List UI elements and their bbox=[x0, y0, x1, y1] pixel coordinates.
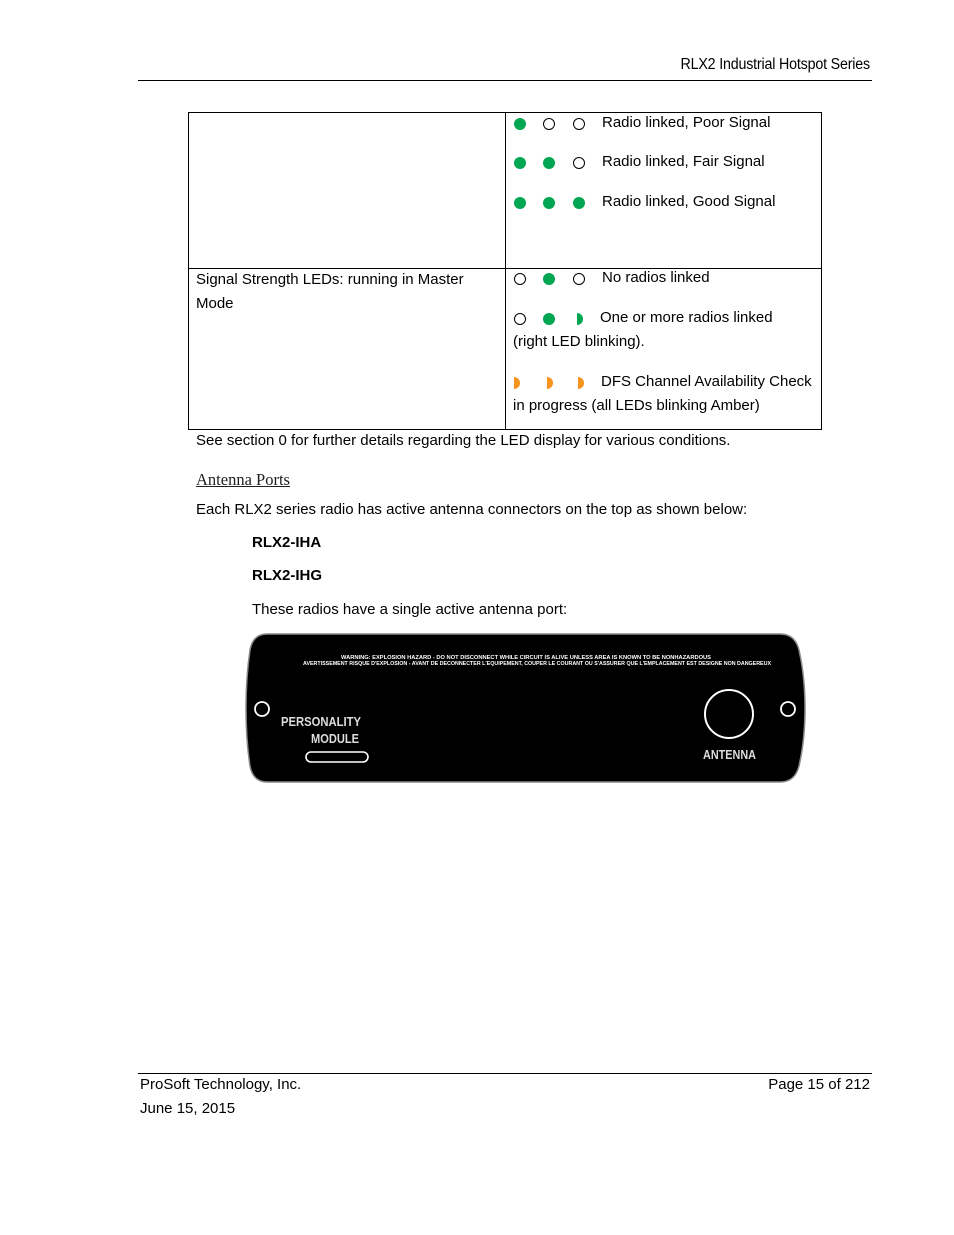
cell-label-line: Signal Strength LEDs: running in Master bbox=[196, 271, 464, 288]
led-description: DFS Channel Availability Check bbox=[601, 373, 812, 390]
page-number: Page 15 of 212 bbox=[768, 1076, 870, 1093]
table-column-divider bbox=[505, 113, 506, 429]
section-intro: Each RLX2 series radio has active antenna connectors on the top as shown below: bbox=[196, 501, 748, 518]
led-on-icon bbox=[514, 157, 526, 169]
led-on-icon bbox=[514, 197, 526, 209]
model-name: RLX2-IHA bbox=[252, 534, 322, 551]
table-row bbox=[514, 152, 814, 174]
led-off-icon bbox=[514, 313, 526, 325]
led-on-icon bbox=[573, 197, 585, 209]
led-blinking-amber-icon bbox=[547, 377, 553, 389]
table-row bbox=[514, 192, 814, 214]
table-cell-label bbox=[196, 268, 496, 316]
table-row bbox=[514, 372, 814, 394]
model-name: RLX2-IHG bbox=[252, 567, 323, 584]
led-off-icon bbox=[543, 118, 555, 130]
led-off-icon bbox=[514, 273, 526, 285]
led-off-icon bbox=[573, 157, 585, 169]
led-on-icon bbox=[543, 313, 555, 325]
cell-label-line: Mode bbox=[196, 295, 234, 312]
led-off-icon bbox=[573, 118, 585, 130]
led-on-icon bbox=[543, 273, 555, 285]
table-row bbox=[514, 268, 814, 290]
led-description: One or more radios linked bbox=[600, 309, 773, 326]
warning-text: AVERTISSEMENT RISQUE D'EXPLOSION - AVANT DE DECONNECTER L'EQUIPEMENT, COUPER LE COURANT OU S'ASSURER QUE L'EMPLACEMENT EST DESIGNE NON DANGEREUX bbox=[303, 661, 772, 667]
led-note: See section 0 for further details regarding the LED display for various conditions. bbox=[196, 432, 731, 449]
header-divider bbox=[138, 80, 872, 81]
footer-company: ProSoft Technology, Inc. bbox=[140, 1076, 302, 1093]
led-on-icon bbox=[514, 118, 526, 130]
led-blinking-amber-icon bbox=[578, 377, 584, 389]
footer-divider bbox=[138, 1073, 872, 1074]
led-description: Radio linked, Fair Signal bbox=[602, 153, 765, 170]
radio-top-panel-image bbox=[245, 632, 807, 784]
led-description-continued: in progress (all LEDs blinking Amber) bbox=[513, 397, 760, 414]
led-blinking-amber-icon bbox=[514, 377, 520, 389]
led-off-icon bbox=[573, 273, 585, 285]
led-description-continued: (right LED blinking). bbox=[513, 333, 645, 350]
table-row bbox=[514, 308, 814, 330]
footer-date: June 15, 2015 bbox=[140, 1100, 236, 1117]
section-heading: Antenna Ports bbox=[196, 470, 290, 489]
led-on-icon bbox=[543, 157, 555, 169]
led-on-icon bbox=[543, 197, 555, 209]
table-row bbox=[514, 113, 814, 135]
running-header: RLX2 Industrial Hotspot Series bbox=[680, 56, 870, 73]
personality-module-label: MODULE bbox=[311, 731, 360, 746]
led-blinking-green-icon bbox=[577, 313, 583, 325]
led-description: Radio linked, Good Signal bbox=[602, 193, 776, 210]
warning-text: WARNING: EXPLOSION HAZARD - DO NOT DISCONNECT WHILE CIRCUIT IS ALIVE UNLESS AREA IS KNOWN TO BE NONHAZARDOUS bbox=[341, 655, 712, 661]
models-note: These radios have a single active antenna port: bbox=[252, 601, 568, 618]
led-description: No radios linked bbox=[602, 269, 710, 286]
led-description: Radio linked, Poor Signal bbox=[602, 114, 771, 131]
antenna-label: ANTENNA bbox=[703, 747, 757, 762]
led-status-table bbox=[188, 112, 822, 430]
personality-module-label: PERSONALITY bbox=[281, 714, 362, 729]
